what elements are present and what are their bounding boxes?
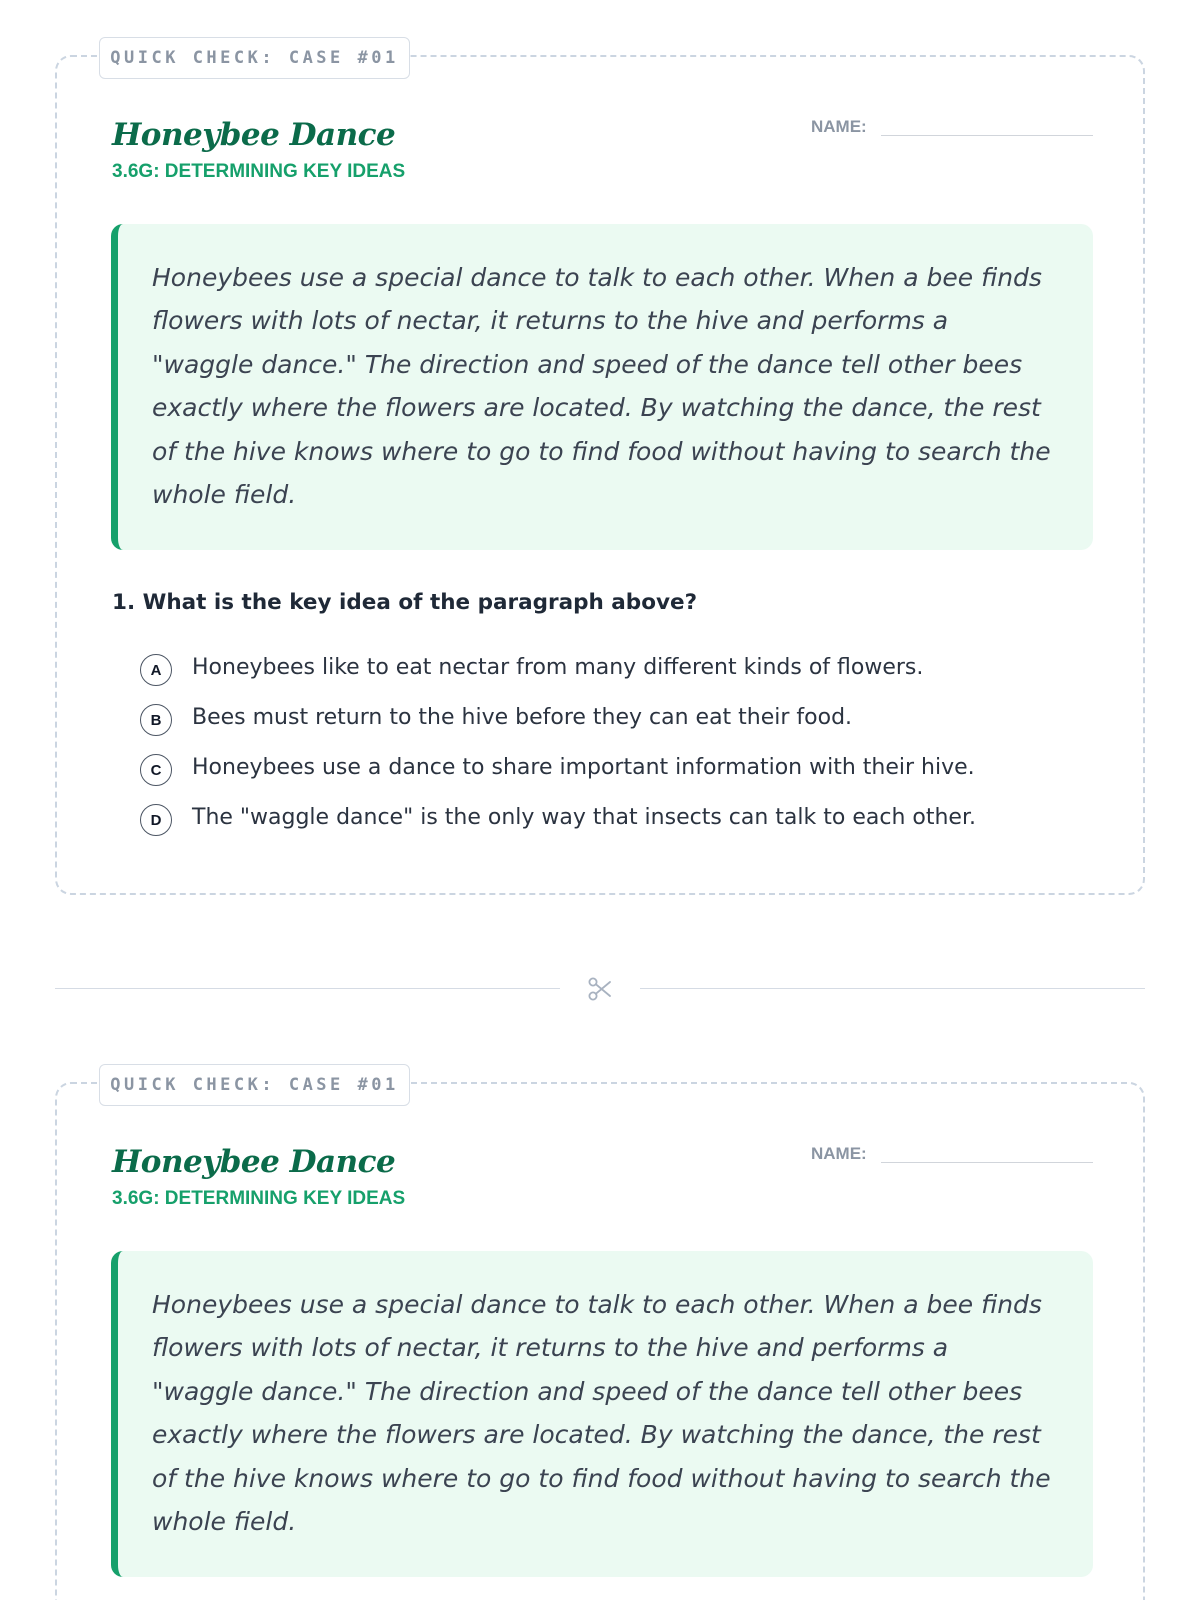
answer-text-a: Honeybees like to eat nectar from many different kinds of flowers. bbox=[192, 654, 924, 680]
passage-text: Honeybees use a special dance to talk to each other. When a bee finds flowers with lots of nectar, it returns to the hive and performs a "waggle dance." The direction and speed of the dance tell other bees exactly where the flowers are located. By watching the dance, the rest of the hive knows where to go to find food without having to search the whole field. bbox=[152, 1290, 1051, 1537]
quick-check-card-1 bbox=[55, 48, 1145, 895]
answer-text-d: The "waggle dance" is the only way that insects can talk to each other. bbox=[192, 804, 976, 830]
cut-line-right bbox=[640, 988, 1145, 989]
passage-box bbox=[111, 1251, 1093, 1577]
name-label: NAME: bbox=[811, 117, 867, 136]
answer-options bbox=[140, 642, 976, 842]
answer-option-a[interactable] bbox=[140, 642, 976, 692]
cut-line-left bbox=[55, 988, 560, 989]
scissors-icon bbox=[586, 975, 614, 1003]
standard-label: 3.6G: DETERMINING KEY IDEAS bbox=[112, 1188, 406, 1209]
answer-bubble-a[interactable]: A bbox=[140, 654, 172, 686]
answer-option-c[interactable] bbox=[140, 742, 976, 792]
passage-text: Honeybees use a special dance to talk to each other. When a bee finds flowers with lots of nectar, it returns to the hive and performs a "waggle dance." The direction and speed of the dance tell other bees exactly where the flowers are located. By watching the dance, the rest of the hive knows where to go to find food without having to search the whole field. bbox=[152, 263, 1051, 510]
answer-text-c: Honeybees use a dance to share important information with their hive. bbox=[192, 754, 975, 780]
name-label: NAME: bbox=[811, 1144, 867, 1163]
card-title: Honeybee Dance bbox=[112, 117, 396, 153]
passage-box bbox=[111, 224, 1093, 550]
answer-bubble-c[interactable]: C bbox=[140, 754, 172, 786]
answer-text-b: Bees must return to the hive before they can eat their food. bbox=[192, 704, 853, 730]
card-tab-label: QUICK CHECK: CASE #01 bbox=[99, 1064, 410, 1106]
card-tab-label: QUICK CHECK: CASE #01 bbox=[99, 37, 410, 79]
question-text: 1. What is the key idea of the paragraph above? bbox=[112, 590, 698, 615]
card-title: Honeybee Dance bbox=[112, 1144, 396, 1180]
name-field-line[interactable] bbox=[881, 135, 1093, 136]
standard-label: 3.6G: DETERMINING KEY IDEAS bbox=[112, 161, 406, 182]
answer-option-b[interactable] bbox=[140, 692, 976, 742]
quick-check-card-2 bbox=[55, 1075, 1145, 1600]
answer-bubble-b[interactable]: B bbox=[140, 704, 172, 736]
name-field-line[interactable] bbox=[881, 1162, 1093, 1163]
answer-bubble-d[interactable]: D bbox=[140, 804, 172, 836]
answer-option-d[interactable] bbox=[140, 792, 976, 842]
